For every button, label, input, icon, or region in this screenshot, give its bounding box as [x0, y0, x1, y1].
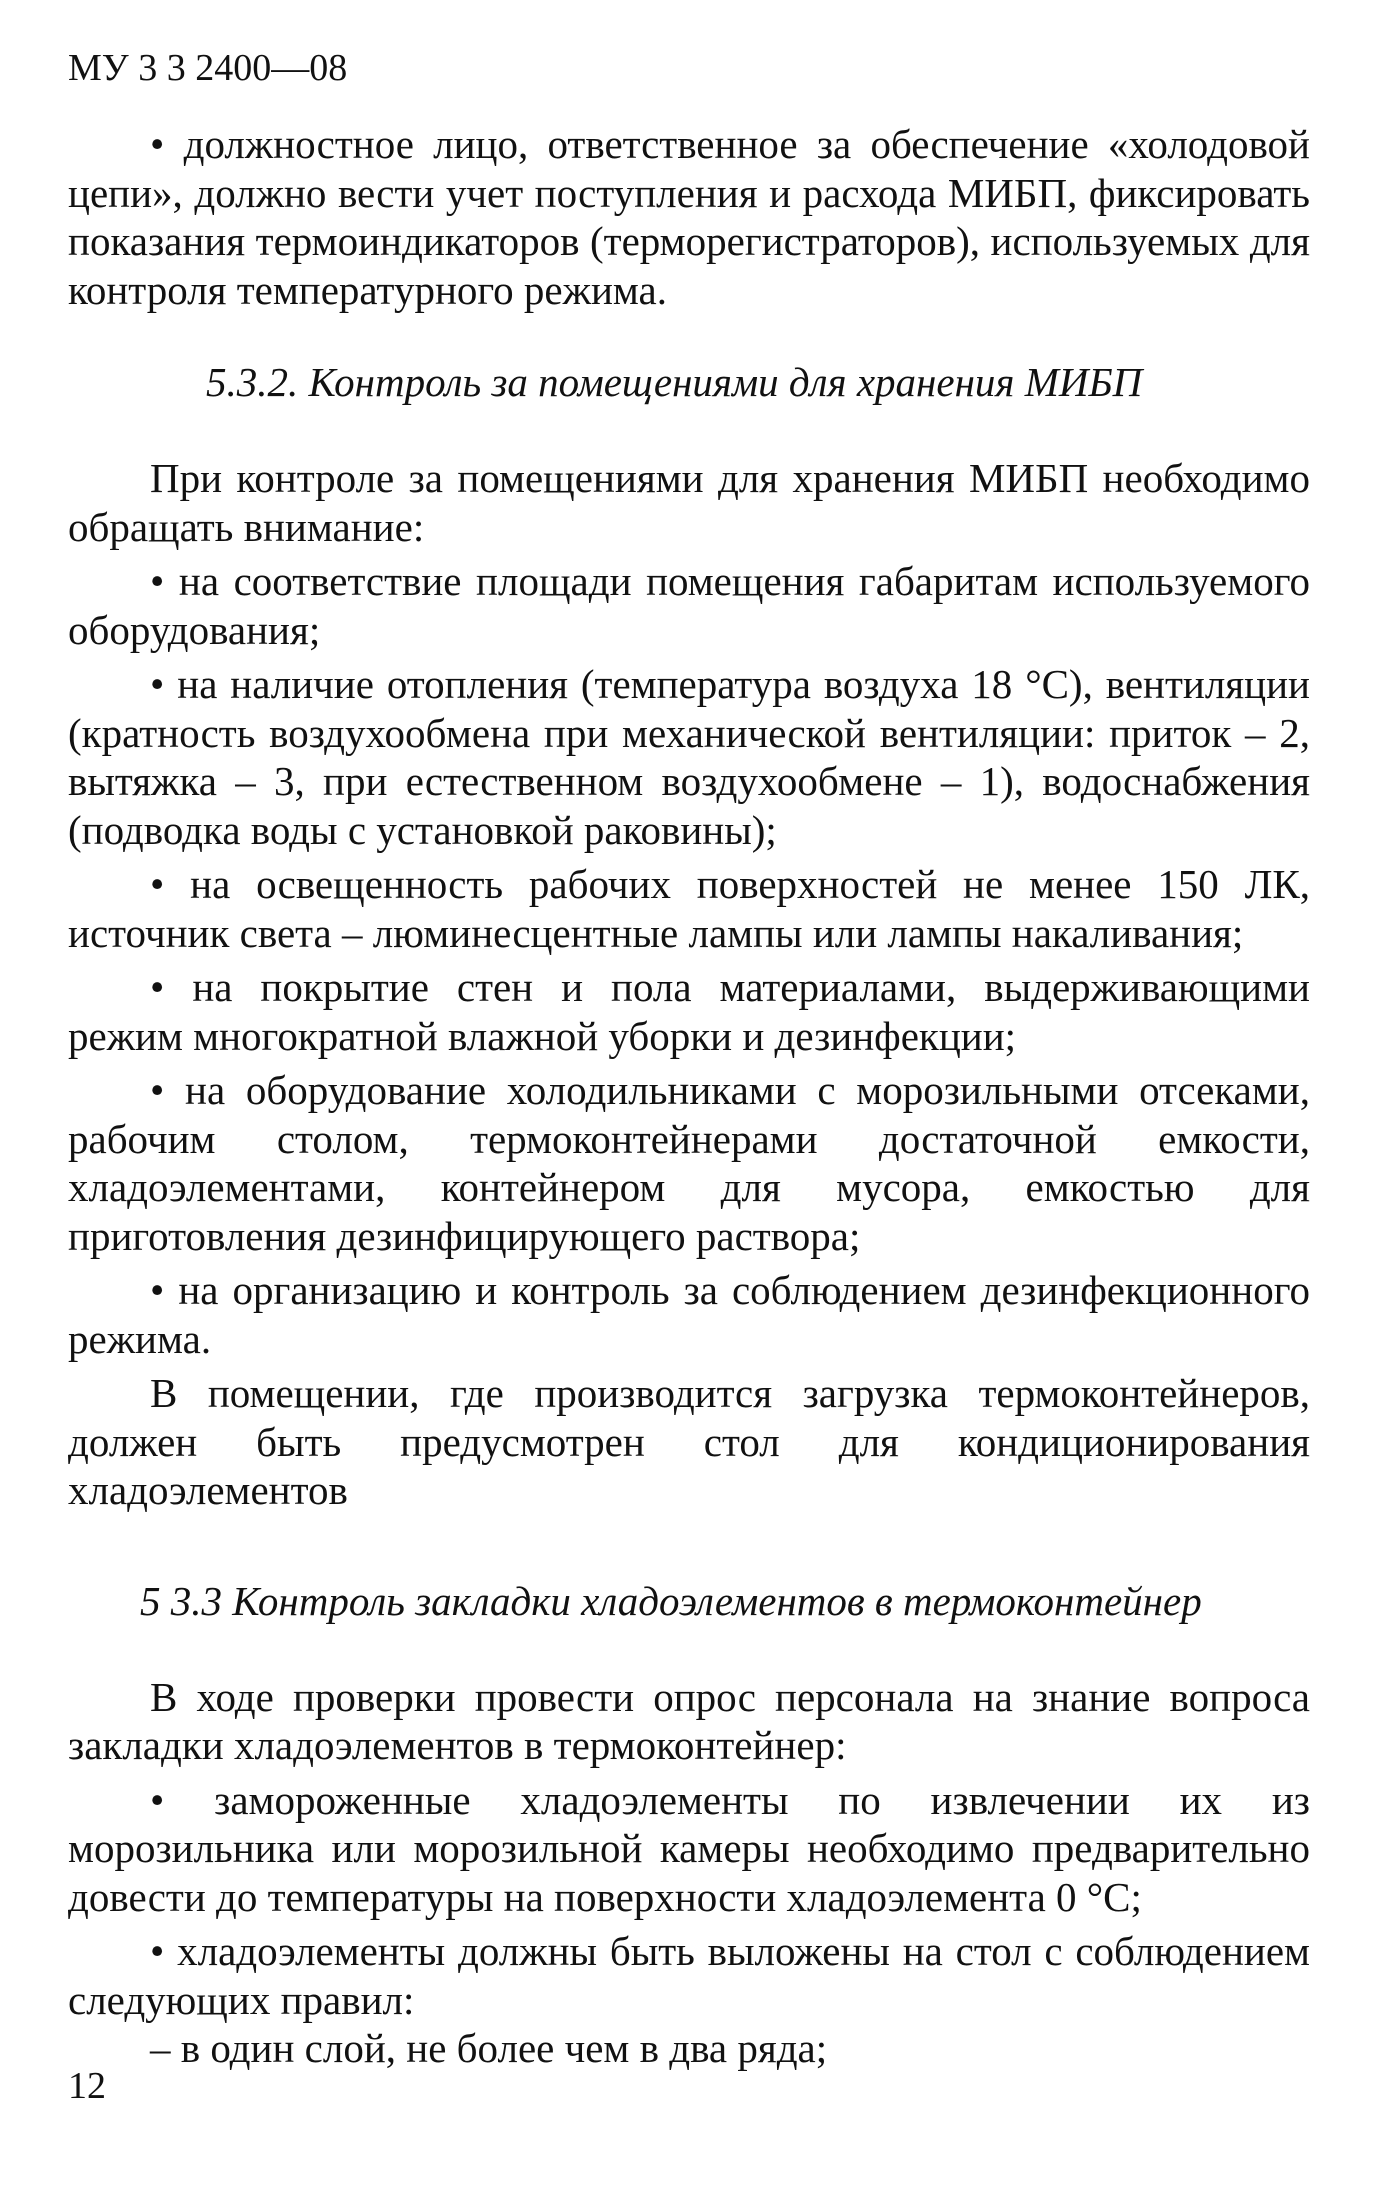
- section-intro: В ходе проверки провести опрос персонала на знание вопроса закладки хладоэлементов в термоконтейнер:: [68, 1673, 1310, 1768]
- section-closing: В помещении, где производится загрузка термоконтейнеров, должен быть предусмотрен стол для кондиционирования хладоэлементов: [68, 1370, 1310, 1513]
- document-code: МУ 3 3 2400—08: [68, 47, 348, 89]
- bullet-item: • на покрытие стен и пола материалами, выдерживающими режим многократной влажной уборки и дезинфекции;: [68, 964, 1310, 1059]
- bullet-item: • на оборудование холодильниками с морозильными отсеками, рабочим столом, термоконтейнерами достаточной емкости, хладоэлементами, контейнером для мусора, емкостью для приготовления дезинфицирующего раствора;: [68, 1067, 1310, 1259]
- page-number: 12: [68, 2065, 106, 2107]
- bullet-item: • на организацию и контроль за соблюдением дезинфекционного режима.: [68, 1267, 1310, 1362]
- bullet-item: • на освещенность рабочих поверхностей не менее 150 ЛК, источник света – люминесцентные лампы или лампы накаливания;: [68, 861, 1310, 956]
- bullet-item: • замороженные хладоэлементы по извлечении их из морозильника или морозильной камеры необходимо предварительно довести до температуры на поверхности хладоэлемента 0 °С;: [68, 1776, 1310, 1920]
- document-body: [68, 120, 1310, 2072]
- bullet-item: • на соответствие площади помещения габаритам используемого оборудования;: [68, 558, 1310, 653]
- bullet-item: • хладоэлементы должны быть выложены на стол с соблюдением следующих правил:: [68, 1928, 1310, 2023]
- section-heading-5-3-2: 5.3.2. Контроль за помещениями для хранения МИБП: [206, 359, 1143, 405]
- paragraph-cold-chain: • должностное лицо, ответственное за обеспечение «холодовой цепи», должно вести учет поступления и расхода МИБП, фиксировать показания термоиндикаторов (терморегистраторов), используемых для контроля температурного режима.: [68, 121, 1310, 313]
- bullet-item: • на наличие отопления (температура воздуха 18 °С), вентиляции (кратность воздухообмена при механической вентиляции: приток – 2, вытяжка – 3, при естественном воздухообмене – 1), водоснабжения (подводка воды с установкой раковины);: [68, 661, 1310, 853]
- dash-item: – в один слой, не более чем в два ряда;: [150, 2025, 828, 2071]
- section-heading-5-3-3: 5 3.3 Контроль закладки хладоэлементов в термоконтейнер: [140, 1577, 1202, 1624]
- section-intro: При контроле за помещениями для хранения МИБП необходимо обращать внимание:: [68, 455, 1310, 550]
